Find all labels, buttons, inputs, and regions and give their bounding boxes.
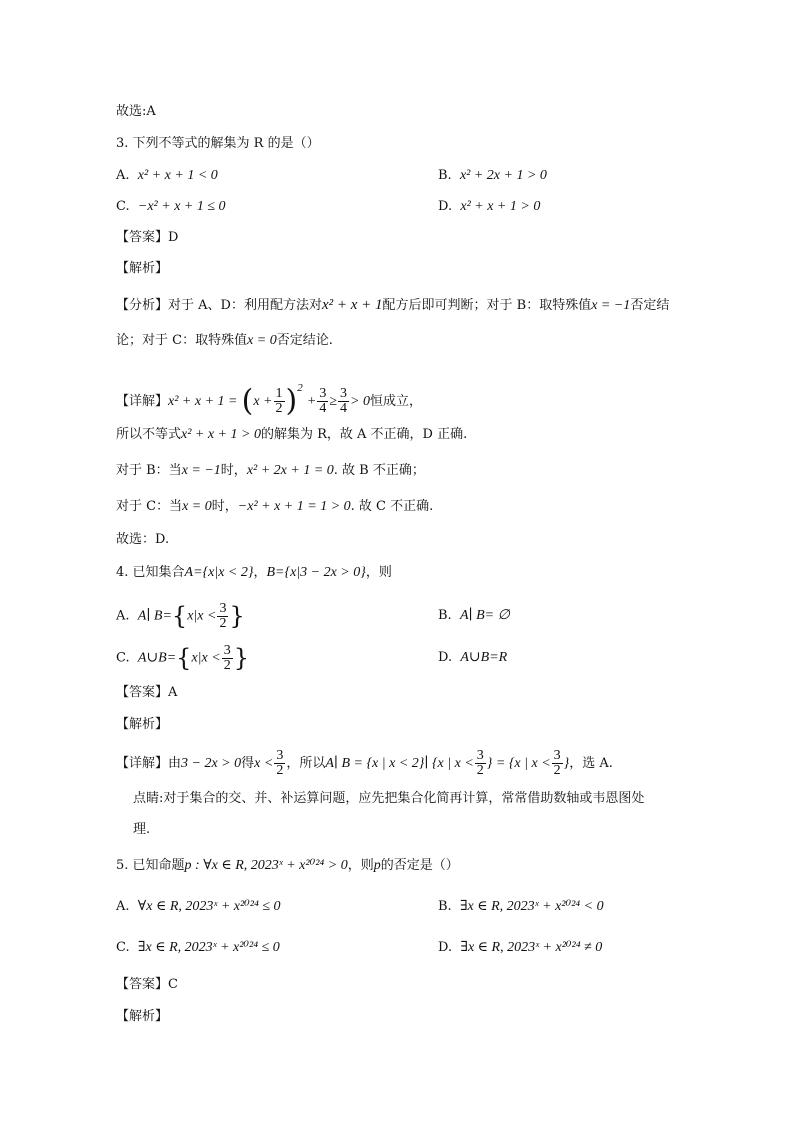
answer-choose-d: 故选：D. [116,532,170,547]
detail-line-3: 对于 B：当x = −1时，x² + 2x + 1 = 0. 故 B 不正确； [116,463,425,478]
option-4b: B. A∣ B= ∅ [438,608,510,623]
detail-4: 【详解】由3 − 2x > 0得x < $\frac{3}{2}$ ，所以A∣ B = {x | x < 2}∣ {x | x < $\frac{3}{2}$ } = {x | x < $\frac{3}{2}$ }，选 A. [116,748,613,778]
option-3c: C. −x² + x + 1 ≤ 0 [116,199,226,214]
fraction-three-halves-2: $\frac{3}{2}$ [476,748,484,778]
option-4a: A. A∣ B={x|x < $\frac{3}{2}$ } [116,600,245,631]
detail-line-1: 【详解】x² + x + 1 = (x + $\frac{1}{2}$ )$^2$ + $\frac{3}{4}$ ≥ $\frac{3}{4}$ > 0恒成立， [116,382,422,419]
tip-line-2: 理. [133,822,151,837]
option-5a: A. ∀x ∈ R, 2023ˣ + x²⁰²⁴ ≤ 0 [116,899,281,914]
detail-line-2: 所以不等式x² + x + 1 > 0的解集为 R，故 A 不正确，D 正确. [116,427,468,442]
question-4: 4. 已知集合A={x|x < 2}，B={x|3 − 2x > 0}，则 [116,565,392,580]
answer-3: 【答案】D [116,230,179,245]
analysis-line-1: 【分析】对于 A、D：利用配方法对x² + x + 1配方后即可判断；对于 B：取特殊值x = −1否定结 [116,297,670,313]
fraction-three-halves-a: $\frac{3}{2}$ [219,600,227,631]
analysis-line-2: 论；对于 C：取特殊值x = 0否定结论. [116,333,333,348]
option-4c: C. A∪B={x|x < $\frac{3}{2}$ } [116,642,249,673]
fraction-three-quarters: $\frac{3}{4}$ [319,386,327,416]
tip-line-1: 点睛:对于集合的交、并、补运算问题，应先把集合化简再计算，常常借助数轴或韦恩图处 [133,791,645,806]
analysis-heading-5: 【解析】 [116,1009,169,1024]
detail-line-4: 对于 C：当x = 0时，−x² + x + 1 = 1 > 0. 故 C 不正确. [116,499,434,514]
fraction-one-half: $\frac{1}{2}$ [275,386,283,416]
fraction-three-halves-c: $\frac{3}{2}$ [223,642,231,673]
answer-line: 故选:A [116,104,156,119]
option-5b: B. ∃x ∈ R, 2023ˣ + x²⁰²⁴ < 0 [438,899,604,914]
option-3b: B. x² + 2x + 1 > 0 [438,168,547,183]
fraction-three-quarters-2: $\frac{3}{4}$ [340,386,348,416]
fraction-three-halves-1: $\frac{3}{2}$ [276,748,284,778]
answer-4: 【答案】A [116,685,178,700]
question-5: 5. 已知命题p : ∀x ∈ R, 2023ˣ + x²⁰²⁴ > 0，则p的否定是（） [116,858,459,873]
option-3d: D. x² + x + 1 > 0 [438,199,541,214]
option-5d: D. ∃x ∈ R, 2023ˣ + x²⁰²⁴ ≠ 0 [438,940,603,955]
option-4d: D. A∪B=R [438,650,508,665]
option-3a: A. x² + x + 1 < 0 [116,168,218,183]
option-5c: C. ∃x ∈ R, 2023ˣ + x²⁰²⁴ ≤ 0 [116,940,280,955]
fraction-three-halves-3: $\frac{3}{2}$ [553,748,561,778]
answer-5: 【答案】C [116,977,178,992]
analysis-heading-3: 【解析】 [116,261,169,276]
question-3: 3. 下列不等式的解集为 R 的是（） [116,136,320,151]
analysis-heading-4: 【解析】 [116,717,169,732]
